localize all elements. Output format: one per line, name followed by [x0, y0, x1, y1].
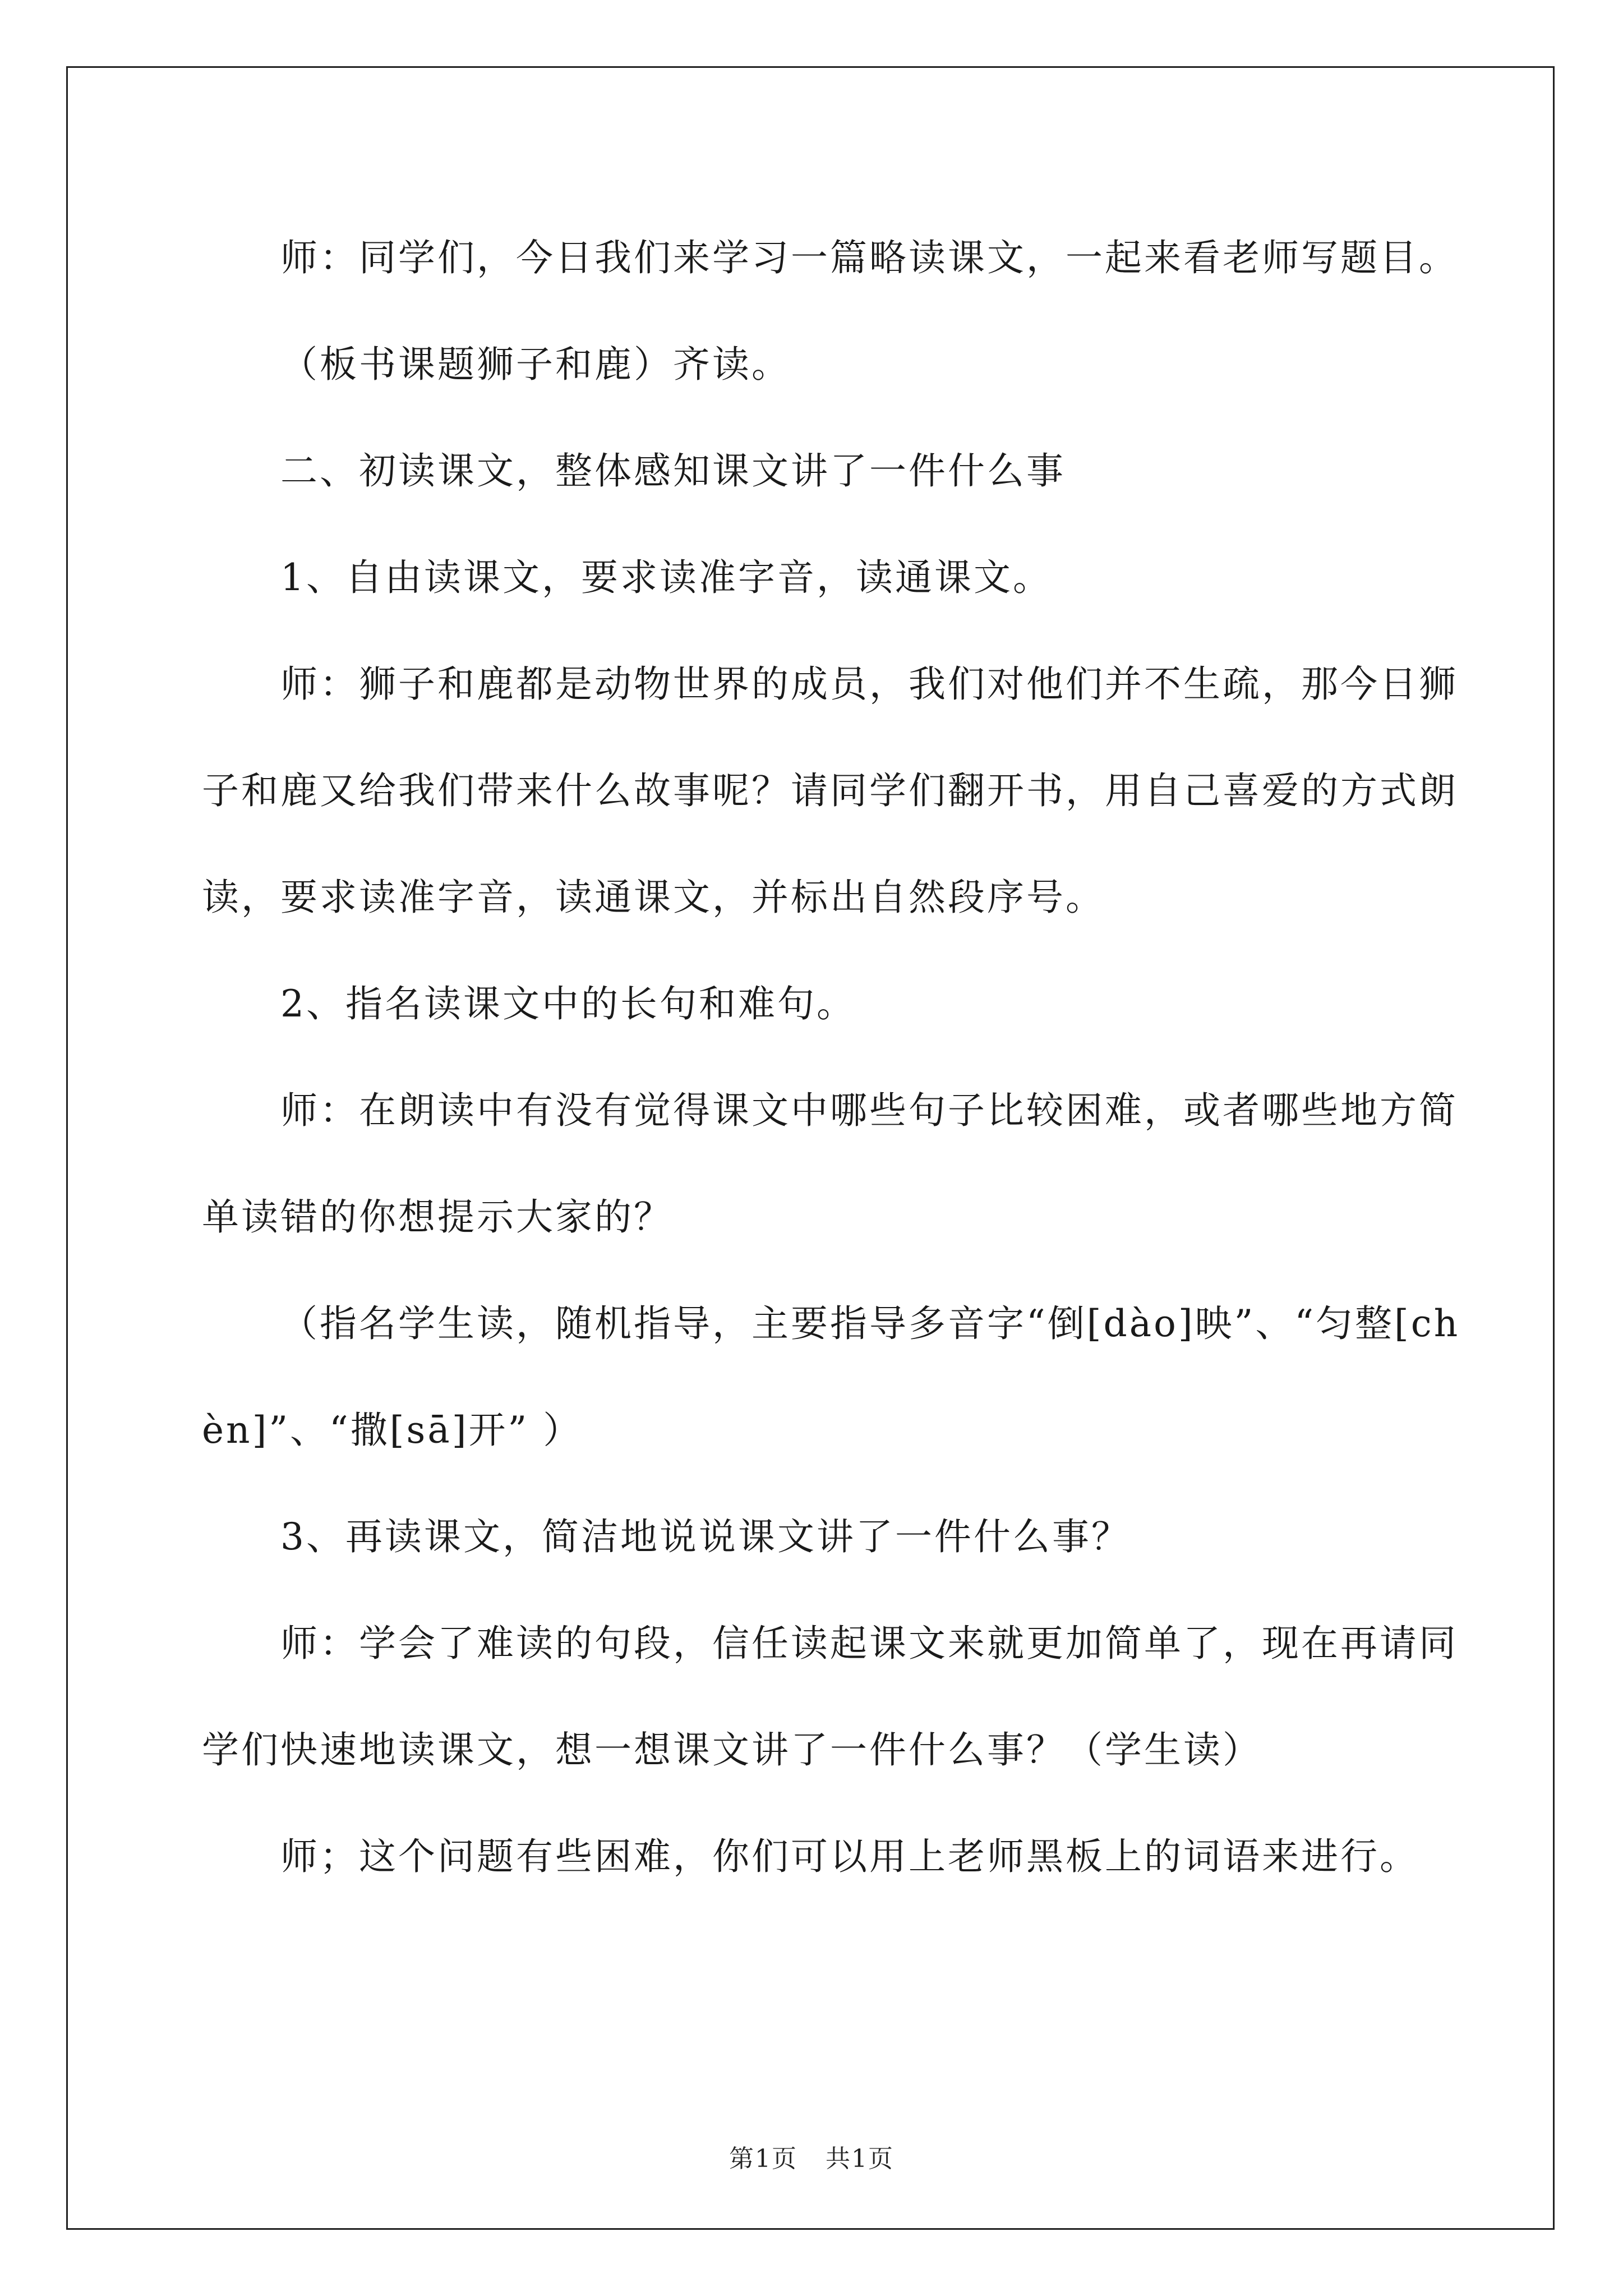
paragraph: 师：学会了难读的句段，信任读起课文来就更加简单了，现在再请同学们快速地读课文，想一想课文讲了一件什么事？（学生读）	[202, 1622, 1458, 1772]
paragraph: 1、自由读课文，要求读准字音，读通课文。	[280, 556, 1052, 599]
document-body	[202, 205, 1464, 1910]
page-number: 第1页	[729, 2145, 797, 2173]
section-heading: 二、初读课文，整体感知课文讲了一件什么事	[280, 449, 1066, 493]
paragraph: 2、指名读课文中的长句和难句。	[280, 982, 856, 1025]
paragraph: 师；这个问题有些困难，你们可以用上老师黑板上的词语来进行。	[280, 1835, 1419, 1878]
page-footer	[0, 2138, 1623, 2174]
page-total: 共1页	[826, 2145, 894, 2173]
paragraph: （板书课题狮子和鹿）齐读。	[280, 343, 791, 386]
paragraph: （指名学生读，随机指导，主要指导多音字“倒[dào]映”、“匀整[chèn]”、“撒[sā]开” ）	[202, 1302, 1460, 1452]
paragraph: 3、再读课文，简洁地说说课文讲了一件什么事？	[280, 1515, 1131, 1558]
paragraph: 师：狮子和鹿都是动物世界的成员，我们对他们并不生疏，那今日狮子和鹿又给我们带来什么故事呢？请同学们翻开书，用自己喜爱的方式朗读，要求读准字音，读通课文，并标出自然段序号。	[202, 662, 1458, 919]
paragraph: 师：在朗读中有没有觉得课文中哪些句子比较困难，或者哪些地方简单读错的你想提示大家的？	[202, 1089, 1458, 1239]
paragraph: 师：同学们，今日我们来学习一篇略读课文，一起来看老师写题目。	[280, 236, 1458, 279]
